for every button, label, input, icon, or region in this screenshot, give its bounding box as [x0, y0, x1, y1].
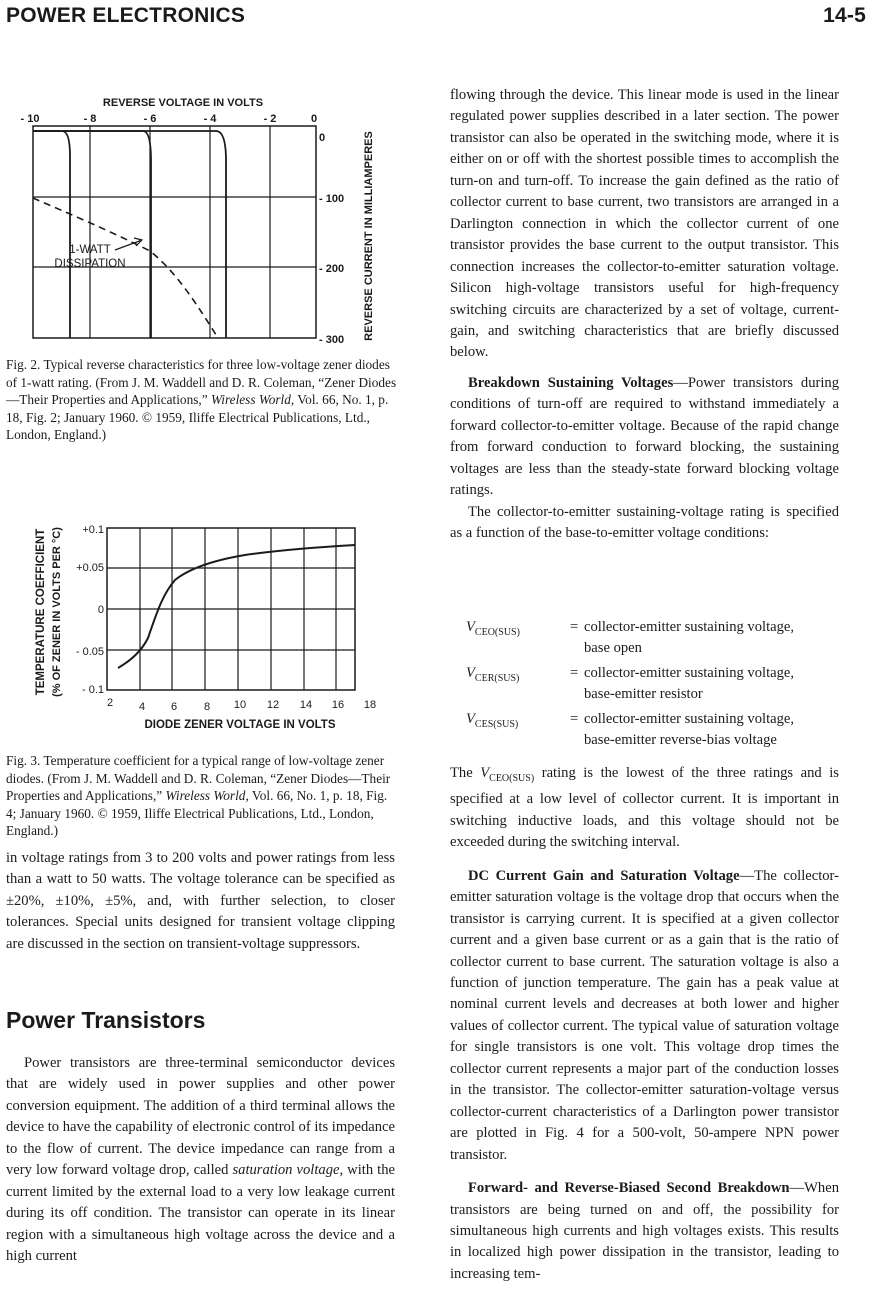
- fig3-x-tick: 4: [138, 701, 146, 713]
- fig3-x-tick: 10: [233, 699, 247, 711]
- page-number: 14-5: [823, 4, 866, 27]
- fig3-y-tick: - 0.05: [75, 646, 104, 658]
- fig2-grid: [33, 126, 316, 338]
- paragraph-second-breakdown: Forward- and Reverse-Biased Second Breakdown—When transistors are being turned on and off, the possibility for simultaneous high currents and high voltages exists. This results in localized high power dissipation in the transistor, leading to increasing tem-: [450, 1180, 839, 1282]
- runin-heading-dc-gain: DC Current Gain and Saturation Voltage: [468, 867, 740, 884]
- fig2-curve-low-voltage: [33, 131, 70, 338]
- fig3-x-tick: 18: [363, 699, 377, 711]
- right-column-bottom: [450, 763, 839, 1285]
- fig3-x-tick: 6: [170, 701, 178, 713]
- fig2-caption: Fig. 2. Typical reverse characteristics for three low-voltage zener diodes of 1-watt rating. (From J. M. Waddell and D. R. Coleman, “Zener Diodes—Their Properties and Applications,” Wireless World, Vol. 66, No. 1, p. 18, Fig. 2; January 1960. © 1959, Iliffe Electrical Publications, Ltd., London, England.): [6, 357, 397, 442]
- fig2-curve-high-voltage: [33, 131, 226, 338]
- right-paragraph-linear-mode: flowing through the device. This linear mode is used in the linear regulated power supplies described in a later section. The power transistor can also be operated in the switching mode, where it is either on or off with the shortest possible times to accomplish the turn-on and turn-off. To increase the gain defined as the ratio of collector current to base current, two transistors are arranged in a Darlington connection in which the collector current of one transistor provides the base current to the output transistor. This connection increases the collector-to-emitter saturation voltage. Silicon high-voltage transistors useful for high-frequency switching circuits are characterized by a set of voltage, current-gain, and switching characteristics that are briefly discussed below.: [450, 87, 839, 361]
- fig3-xlabel: DIODE ZENER VOLTAGE IN VOLTS: [144, 719, 336, 731]
- figure-2-zener-reverse-characteristics: [0, 86, 440, 356]
- definition-item: $V_{CER(SUS)}$ = collector-emitter sustaining voltage, base-emitter resistor: [466, 665, 795, 702]
- fig2-top-axis-label: REVERSE VOLTAGE IN VOLTS: [102, 97, 264, 109]
- fig3-ylabel-line1: TEMPERATURE COEFFICIENT: [35, 528, 47, 696]
- fig2-annotation-line1: 1-WATT: [69, 244, 111, 256]
- fig2-top-tick: - 2: [263, 113, 277, 125]
- fig3-caption: Fig. 3. Temperature coefficient for a typical range of low-voltage zener diodes. (From J. M. Waddell and D. R. Coleman, “Zener Diodes—Their Properties and Applications,” Wireless World, Vol. 66, No. 1, p. 18, Fig. 4; January 1960. © 1959, Iliffe Electrical Publications, Ltd., London, England.): [6, 753, 391, 838]
- left-column-continued-paragraph: in voltage ratings from 3 to 200 volts and power ratings from less than a watt to 50 watts. The voltage tolerance can be specified as ±20%, ±10%, ±5%, and, with further selection, to closer tolerances. Special units designed for transient voltage clipping are discussed in the section on transient-voltage suppressors.: [6, 850, 395, 952]
- fig3-x-tick: 12: [266, 699, 280, 711]
- left-column-intro-paragraph: Power transistors are three-terminal semiconductor devices that are widely used in power supplies and other power conversion equipment. The addition of a third terminal allows the device to have the capability of electronic control of its impedance to the flow of current. The device impedance can range from a very low forward voltage drop, called saturation voltage, with the current limited by the external load to a very low leakage current during its off condition. The transistor can operate in its linear region with a simultaneous high voltage across the device and a high current: [6, 1055, 396, 1265]
- paragraph-vceo-rating: The $V_{CEO(SUS)}$ rating is the lowest of the three ratings and is specified at a low level of collector current. It is important in switching inductive loads, and this voltage should not be exceeded during the switching interval.: [450, 765, 839, 851]
- fig2-annotation-arrow: [115, 238, 142, 250]
- fig2-top-tick: - 6: [143, 113, 157, 125]
- fig2-top-tick: - 10: [20, 113, 40, 125]
- fig2-right-tick: - 100: [319, 193, 345, 205]
- fig2-top-tick: 0: [310, 113, 318, 125]
- fig3-y-tick: - 0.1: [81, 684, 104, 696]
- fig3-ylabel-line2: (% OF ZENER IN VOLTS PER °C): [51, 527, 63, 697]
- fig2-right-tick: - 200: [319, 263, 345, 275]
- figure-3-temperature-coefficient: [0, 500, 440, 740]
- fig3-grid: [107, 528, 355, 690]
- fig2-top-tick: - 4: [203, 113, 217, 125]
- fig2-right-tick: 0: [319, 132, 326, 144]
- fig3-x-tick: 16: [331, 699, 345, 711]
- fig3-y-tick: +0.05: [76, 562, 104, 574]
- running-header-title: POWER ELECTRONICS: [6, 4, 246, 27]
- fig2-right-tick: - 300: [319, 334, 345, 346]
- fig3-y-tick: +0.1: [82, 524, 104, 536]
- runin-heading-second-breakdown: Forward- and Reverse-Biased Second Breakdown: [468, 1180, 790, 1197]
- fig2-right-axis-label: REVERSE CURRENT IN MILLIAMPERES: [363, 131, 375, 341]
- fig3-y-tick: 0: [97, 604, 104, 616]
- paragraph-breakdown-sustaining: Breakdown Sustaining Voltages—Power transistors during conditions of turn-off are required to withstand immediately a forward collector-to-emitter voltage. Because of the rapid change from forward conduction to forward blocking, the sustaining voltages are less than the steady-state forward blocking voltage ratings.: [450, 374, 839, 499]
- paragraph-sustaining-rating: The collector-to-emitter sustaining-voltage rating is specified as a function of the base-to-emitter voltage conditions:: [450, 503, 839, 542]
- fig3-x-tick: 8: [203, 701, 211, 713]
- sustaining-voltage-definitions: [466, 617, 841, 750]
- definition-item: $V_{CES(SUS)}$ = collector-emitter sustaining voltage, base-emitter reverse-bias voltage: [466, 711, 795, 748]
- fig2-top-tick: - 8: [83, 113, 97, 125]
- fig3-x-tick: 2: [106, 697, 114, 709]
- paragraph-dc-current-gain: DC Current Gain and Saturation Voltage—The collector-emitter saturation voltage is the voltage drop that occurs when the transistor is carrying current. It is specified at a given collector current and a given base current or as a gain that is the ratio of collector current to base current. The saturation voltage is also a function of junction temperature. The gain has a peak value at nominal current levels and decreases at both lower and higher values of collector current. The typical value of saturation voltage for single transistors is one volt. This voltage drop times the collector current represents a major part of the conduction losses in the transistor. The collector-emitter saturation-voltage versus collector-current characteristics of a Darlington power transistor are plotted in Fig. 4 for a 500-volt, 50-ampere NPN power transistor.: [450, 867, 839, 1163]
- runin-heading-breakdown: Breakdown Sustaining Voltages: [468, 374, 674, 391]
- fig2-annotation-line2: DISSIPATION: [54, 258, 126, 270]
- fig3-x-tick: 14: [299, 699, 313, 711]
- right-column-top: [450, 85, 839, 545]
- definition-item: $V_{CEO(SUS)}$ = collector-emitter sustaining voltage, base open: [466, 619, 795, 656]
- fig2-plot-frame: [33, 126, 316, 338]
- section-heading-power-transistors: Power Transistors: [6, 1007, 206, 1033]
- fig2-curve-mid-voltage: [33, 131, 151, 338]
